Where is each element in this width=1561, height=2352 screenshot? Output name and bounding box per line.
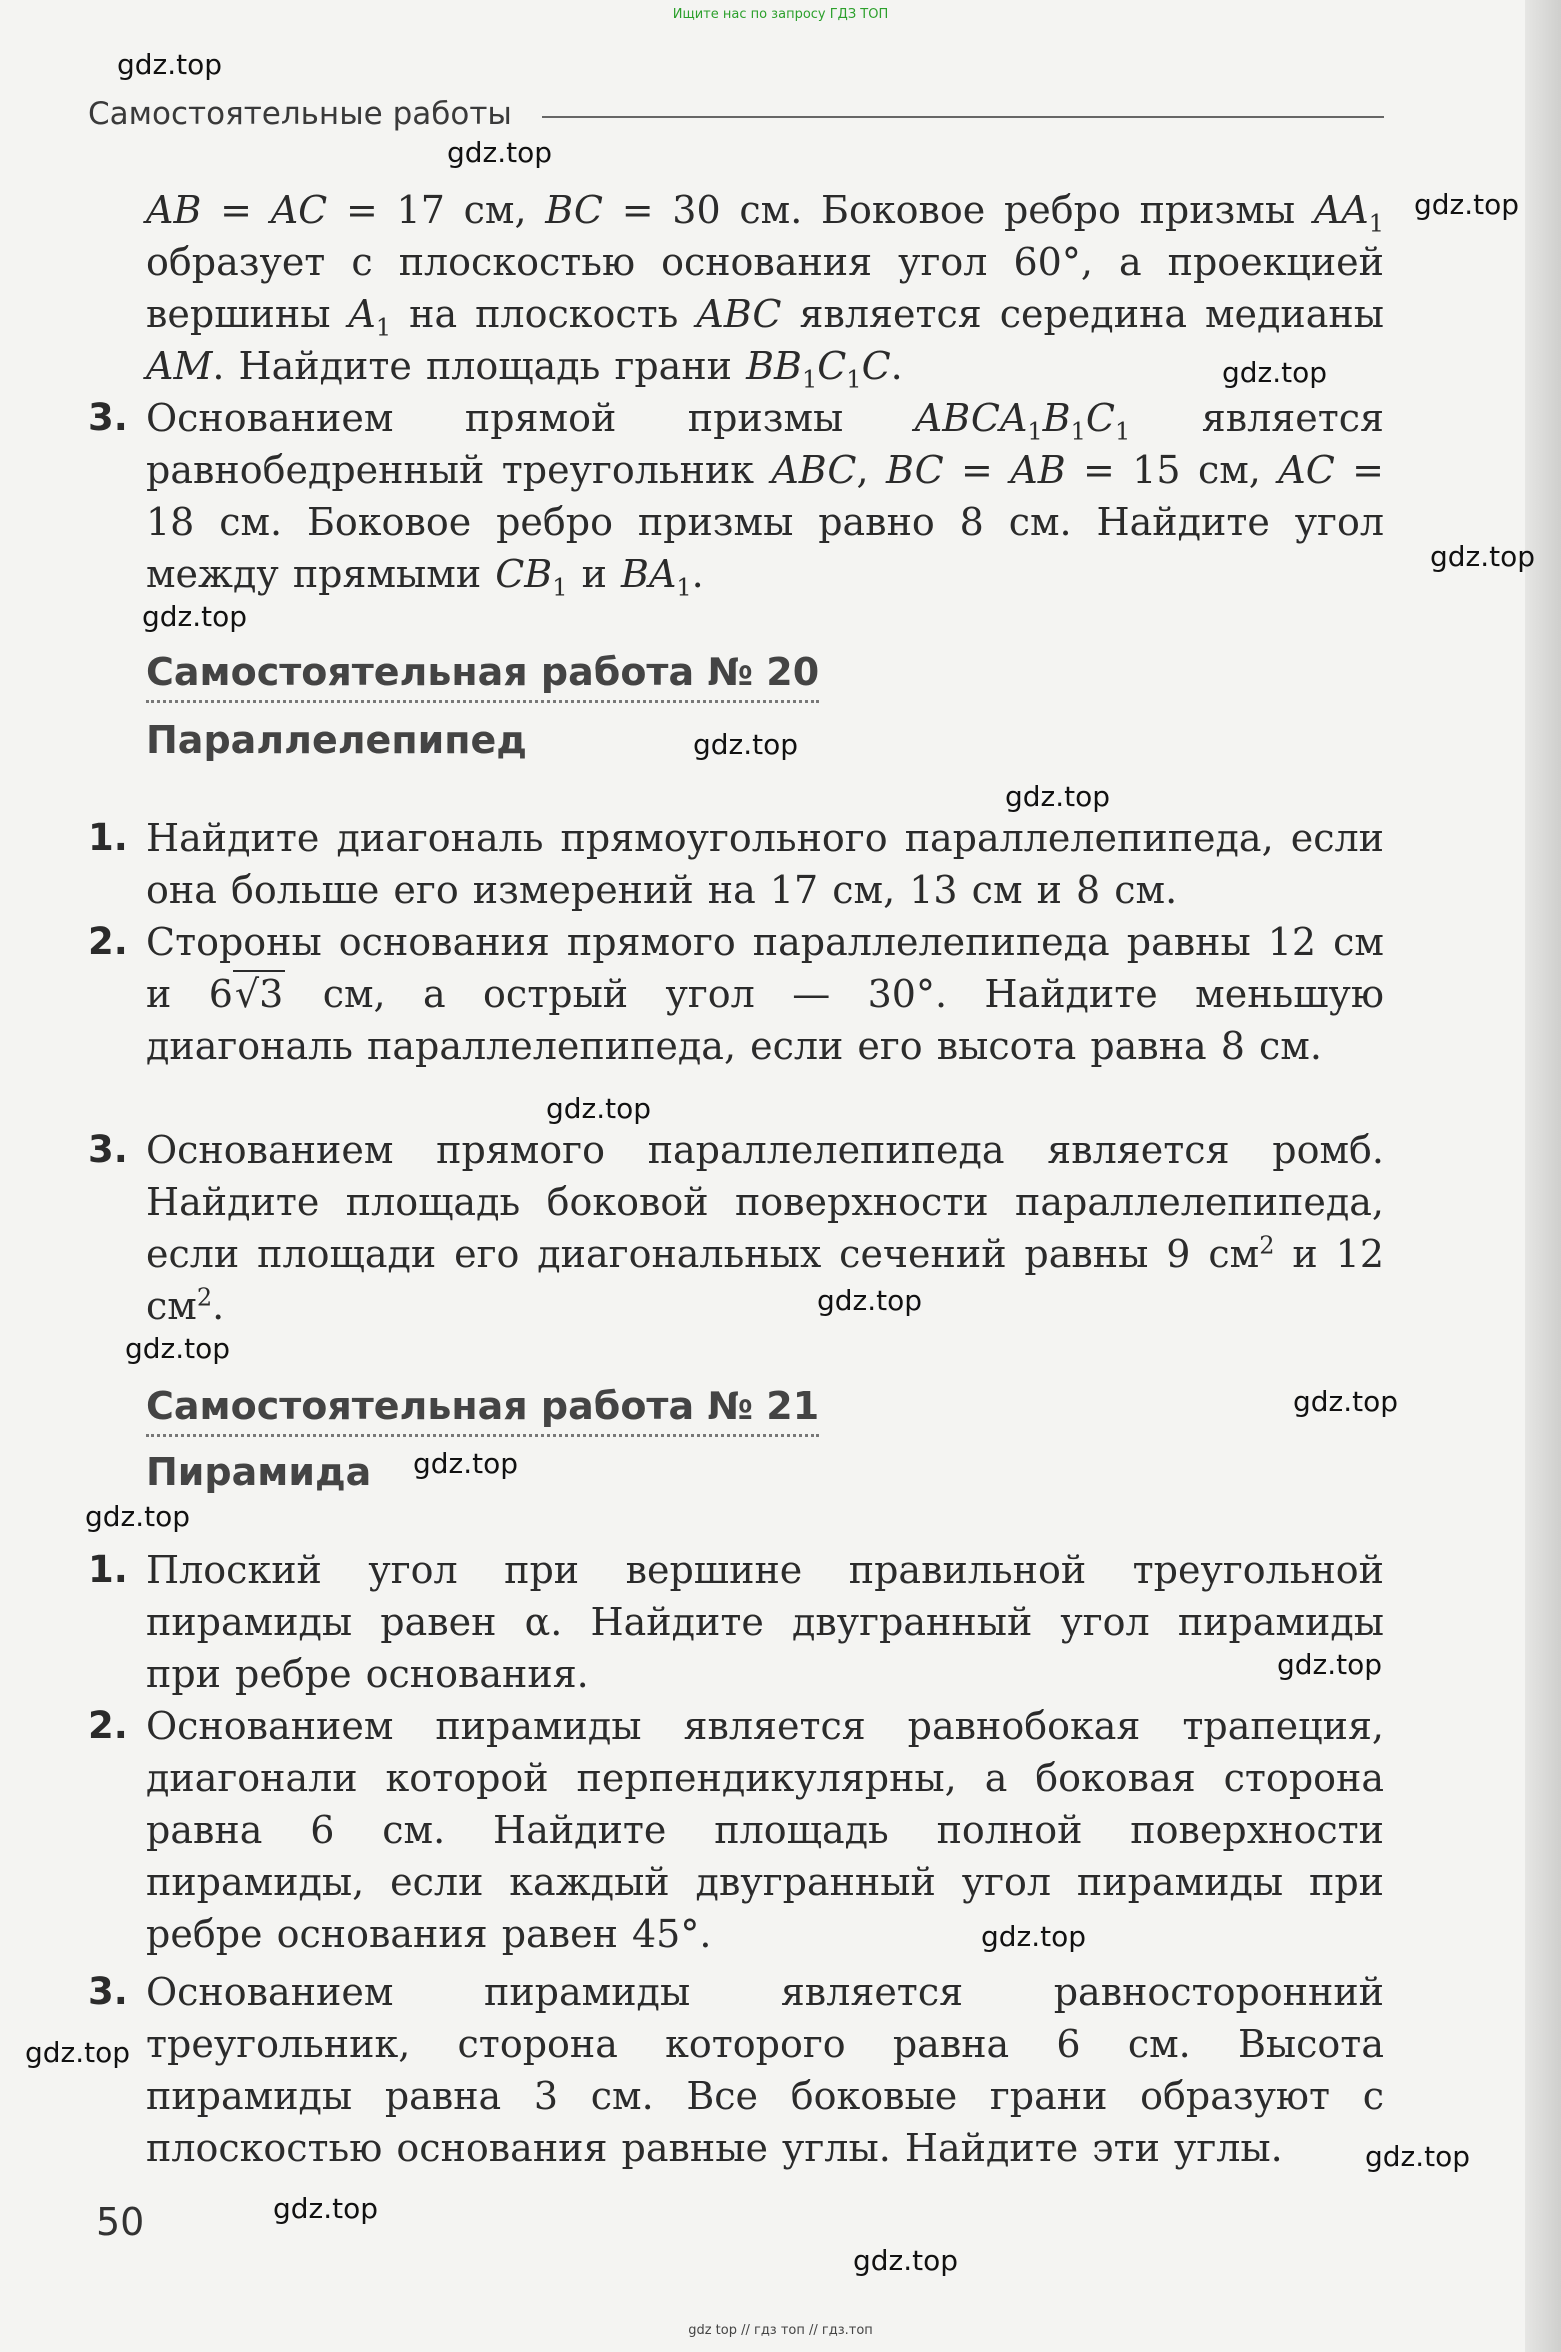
watermark-text: gdz.top bbox=[853, 2244, 959, 2277]
task-21-1 bbox=[88, 1544, 1384, 1700]
task-text: Основанием пирамиды является равносторонний треугольник, сторона которого равна 6 см. Высота пирамиды равна 3 см. Все боковые грани образуют с плоскостью основания равные углы. Найдите эти углы. bbox=[146, 1970, 1384, 2170]
task-number: 2. bbox=[88, 1704, 128, 1747]
task-continuation: AB = AC = 17 см, BC = 30 см. Боковое ребро призмы $AA_1$ образует с плоскостью основания угол 60°, а проекцией вершины $A_1$ на плоскость ABC является середина медианы AM. Найдите площадь грани $BB_1C_1C$. bbox=[146, 188, 1384, 394]
task-20-1 bbox=[88, 812, 1384, 916]
task-19-3 bbox=[88, 392, 1384, 600]
task-text: Основанием пирамиды является равнобокая трапеция, диагонали которой перпендикулярны, а боковая сторона равна 6 см. Найдите площадь полной поверхности пирамиды, если каждый двугранный угол пирамиды при ребре основания равен 45°. bbox=[146, 1704, 1384, 1956]
section-21-heading bbox=[146, 1384, 1442, 1437]
running-header bbox=[88, 96, 1384, 132]
watermark-text: gdz.top bbox=[85, 1500, 191, 1533]
task-text: Основанием прямого параллелепипеда является ромб. Найдите площадь боковой поверхности параллелепипеда, если площади его диагональных сечений равны 9 $см^2$ и 12 $см^2$. bbox=[146, 1128, 1384, 1328]
watermark-text: gdz.top bbox=[1365, 2140, 1471, 2173]
task-text: Стороны основания прямого параллелепипеда равны 12 см и 6√3 см, а острый угол — 30°. Найдите меньшую диагональ параллелепипеда, если его высота равна 8 см. bbox=[146, 920, 1384, 1068]
section-title: Самостоятельная работа № 20 bbox=[146, 650, 819, 703]
watermark-text: gdz.top bbox=[1277, 1648, 1383, 1681]
watermark-text: gdz.top bbox=[817, 1284, 923, 1317]
section-subtitle: Параллелепипед bbox=[146, 718, 527, 762]
task-text: Плоский угол при вершине правильной треугольной пирамиды равен α. Найдите двугранный угол пирамиды при ребре основания. bbox=[146, 1548, 1384, 1696]
section-subtitle: Пирамида bbox=[146, 1450, 372, 1494]
watermark-text: gdz.top bbox=[546, 1092, 652, 1125]
task-number: 2. bbox=[88, 920, 128, 963]
watermark-text: gdz.top bbox=[25, 2036, 131, 2069]
watermark-text: gdz.top bbox=[117, 48, 223, 81]
task-21-2 bbox=[88, 1700, 1384, 1960]
header-rule bbox=[542, 116, 1384, 118]
header-title: Самостоятельные работы bbox=[88, 96, 512, 132]
bottom-banner: gdz top // гдз топ // гдз.топ bbox=[688, 2323, 873, 2338]
task-20-2 bbox=[88, 916, 1384, 1072]
task-number: 3. bbox=[88, 1970, 128, 2013]
section-21-subtitle bbox=[146, 1450, 1442, 1494]
task-number: 1. bbox=[88, 816, 128, 859]
watermark-text: gdz.top bbox=[1005, 780, 1111, 813]
task-number: 3. bbox=[88, 396, 128, 439]
section-title: Самостоятельная работа № 21 bbox=[146, 1384, 819, 1437]
task-text: Найдите диагональ прямоугольного параллелепипеда, если она больше его измерений на 17 см, 13 см и 8 см. bbox=[146, 816, 1384, 912]
watermark-text: gdz.top bbox=[125, 1332, 231, 1365]
watermark-text: gdz.top bbox=[1414, 188, 1520, 221]
watermark-text: gdz.top bbox=[981, 1920, 1087, 1953]
task-20-3 bbox=[88, 1124, 1384, 1332]
top-banner: Ищите нас по запросу ГДЗ ТОП bbox=[672, 7, 889, 22]
page-edge-shadow bbox=[1525, 0, 1561, 2352]
task-number: 3. bbox=[88, 1128, 128, 1171]
watermark-text: gdz.top bbox=[1430, 540, 1536, 573]
task-number: 1. bbox=[88, 1548, 128, 1591]
watermark-text: gdz.top bbox=[413, 1447, 519, 1480]
watermark-text: gdz.top bbox=[1293, 1385, 1399, 1418]
watermark-text: gdz.top bbox=[693, 728, 799, 761]
task-text: Основанием прямой призмы $ABCA_1B_1C_1$ является равнобедренный треугольник ABC, BC = AB = 15 см, AC = 18 см. Боковое ребро призмы равно 8 см. Найдите угол между прямыми $CB_1$ и $BA_1$. bbox=[146, 396, 1384, 602]
watermark-text: gdz.top bbox=[273, 2192, 379, 2225]
watermark-text: gdz.top bbox=[142, 600, 248, 633]
watermark-text: gdz.top bbox=[447, 136, 553, 169]
watermark-text: gdz.top bbox=[1222, 356, 1328, 389]
task-21-3 bbox=[88, 1966, 1384, 2174]
section-20-heading bbox=[146, 650, 1442, 703]
page-number: 50 bbox=[96, 2200, 145, 2244]
